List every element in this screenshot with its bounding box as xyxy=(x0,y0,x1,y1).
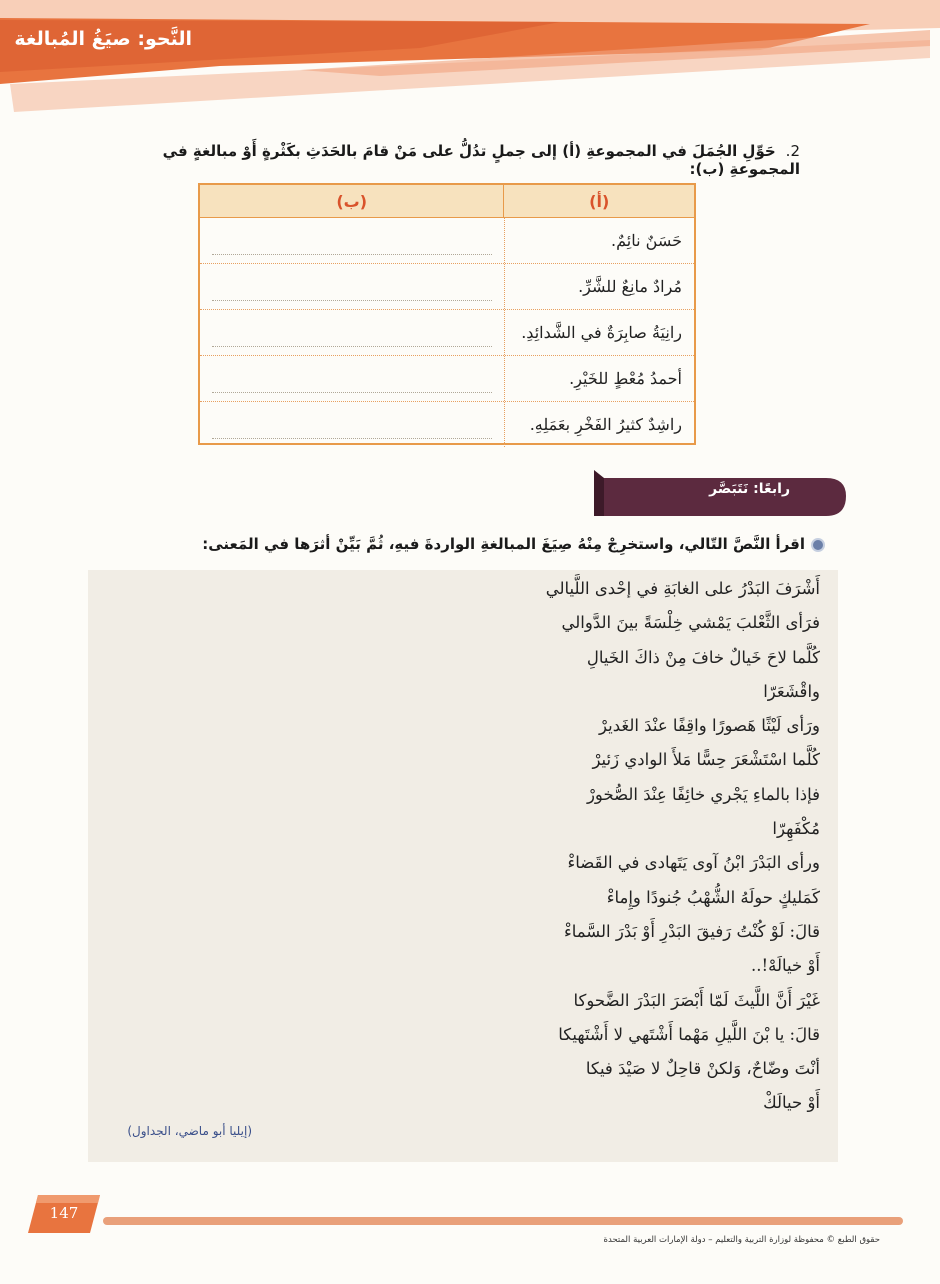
poem-line: فرَأى الثَّعْلبَ يَمْشي خِلْسَةً بينَ الدَّوالي xyxy=(561,613,820,633)
section-label: رابعًا: نَتَبَصَّر xyxy=(709,481,790,497)
sentence-a: راشِدٌ كثيرُ الفَخْرِ بعَمَلِهِ. xyxy=(504,402,694,447)
poem-line: أَوْ خيالَهْ!.. xyxy=(751,956,820,976)
answer-dotted-line xyxy=(212,391,492,393)
poem-line: كُلَّما لاحَ خَيالٌ خافَ مِنْ ذاكَ الخَيالِ xyxy=(586,647,820,667)
sentence-a: رانِيَةُ صابِرَةٌ في الشَّدائِدِ. xyxy=(504,310,694,355)
exercise-number: 2. xyxy=(785,142,800,160)
sentence-a: أحمدُ مُعْطٍ للخَيْرِ. xyxy=(504,356,694,401)
footer-bar xyxy=(103,1217,903,1225)
answer-field[interactable] xyxy=(200,264,504,309)
exercise-instruction xyxy=(120,142,800,178)
table-header-row xyxy=(200,185,694,218)
page-number: 147 xyxy=(49,1204,79,1222)
header-group-a: (أ) xyxy=(503,185,694,217)
poem-source: (إيليا أبو ماضي، الجداول) xyxy=(127,1124,252,1138)
poem-line: مُكْفَهِرّا xyxy=(772,819,820,839)
transform-table xyxy=(198,183,696,445)
header-group-b: (ب) xyxy=(336,191,368,211)
table-row xyxy=(200,218,694,264)
table-row xyxy=(200,356,694,402)
table-row xyxy=(200,310,694,356)
bullet-icon xyxy=(811,538,825,552)
header-banner xyxy=(0,0,940,115)
poem-line: واقْشَعَرّا xyxy=(763,681,820,701)
poem-line: أنْتَ وضّاحٌ، وَلكنْ قاحِلٌ لا صَيْدَ فيكا xyxy=(585,1059,820,1079)
poem-line: ورأى البَدْرَ ابْنُ آوى يَتَهادى في القَضاءْ xyxy=(567,853,820,873)
answer-field[interactable] xyxy=(200,218,504,263)
poem-text xyxy=(330,572,820,1121)
reading-instruction xyxy=(160,535,825,553)
sentence-a: مُرادٌ مانِعٌ للشَّرِّ. xyxy=(504,264,694,309)
sentence-a: حَسَنٌ نائِمٌ. xyxy=(504,218,694,263)
poem-line: أَشْرَفَ البَدْرُ على الغابَةِ في إحْدى اللَّيالي xyxy=(545,579,820,598)
poem-line: أَوْ حيالَكْ xyxy=(763,1093,820,1113)
poem-line: قالَ: يا بْنَ اللَّيلِ مَهْما أَشْتَهي لا أَشْتَهيكا xyxy=(558,1024,820,1044)
answer-field[interactable] xyxy=(200,356,504,401)
poem-line: كُلَّما اسْتَشْعَرَ حِسًّا مَلأَ الوادي زَئيرْ xyxy=(592,750,820,770)
table-row xyxy=(200,264,694,310)
poem-line: كَمَليكٍ حولَهُ الشُّهْبُ جُنودًا وإِماءْ xyxy=(606,887,820,907)
poem-line: ورَأى لَيْثًا هَصورًا واقِفًا عنْدَ الغَديرْ xyxy=(599,716,820,736)
page-title: النَّحو: صيَغُ المُبالغة xyxy=(14,28,192,50)
reading-instruction-text: اقرأ النَّصَّ التّالي، واستخرِجْ مِنْهُ صِيَغَ المبالغةِ الواردةَ فيهِ، ثُمَّ بَيِّنْ أثرَها في المَعنى: xyxy=(202,535,805,553)
exercise-text: حَوِّلِ الجُمَلَ في المجموعةِ (أ) إلى جملٍ تدُلُّ على مَنْ قامَ بالحَدَثِ بكَثْرةٍ أَوْ مبالغةٍ في المجموعةِ (ب): xyxy=(162,142,800,178)
table-row xyxy=(200,402,694,447)
answer-field[interactable] xyxy=(200,310,504,355)
answer-dotted-line xyxy=(212,345,492,347)
poem-line: قالَ: لَوْ كُنْتُ رَفيقَ البَدْرِ أَوْ بَدْرَ السَّماءْ xyxy=(563,921,820,941)
answer-dotted-line xyxy=(212,253,492,255)
answer-dotted-line xyxy=(212,299,492,301)
poem-line: غَيْرَ أَنَّ اللَّيثَ لَمّا أَبْصَرَ البَدْرَ الضَّحوكا xyxy=(573,990,820,1010)
answer-dotted-line xyxy=(212,437,492,439)
copyright-notice: حقوق الطبع © محفوظة لوزارة التربية والتعليم – دولة الإمارات العربية المتحدة xyxy=(603,1235,880,1245)
poem-line: فإذا بالماءِ يَجْري خائِفًا عِنْدَ الصُّخورْ xyxy=(586,784,820,804)
answer-field[interactable] xyxy=(200,402,504,447)
